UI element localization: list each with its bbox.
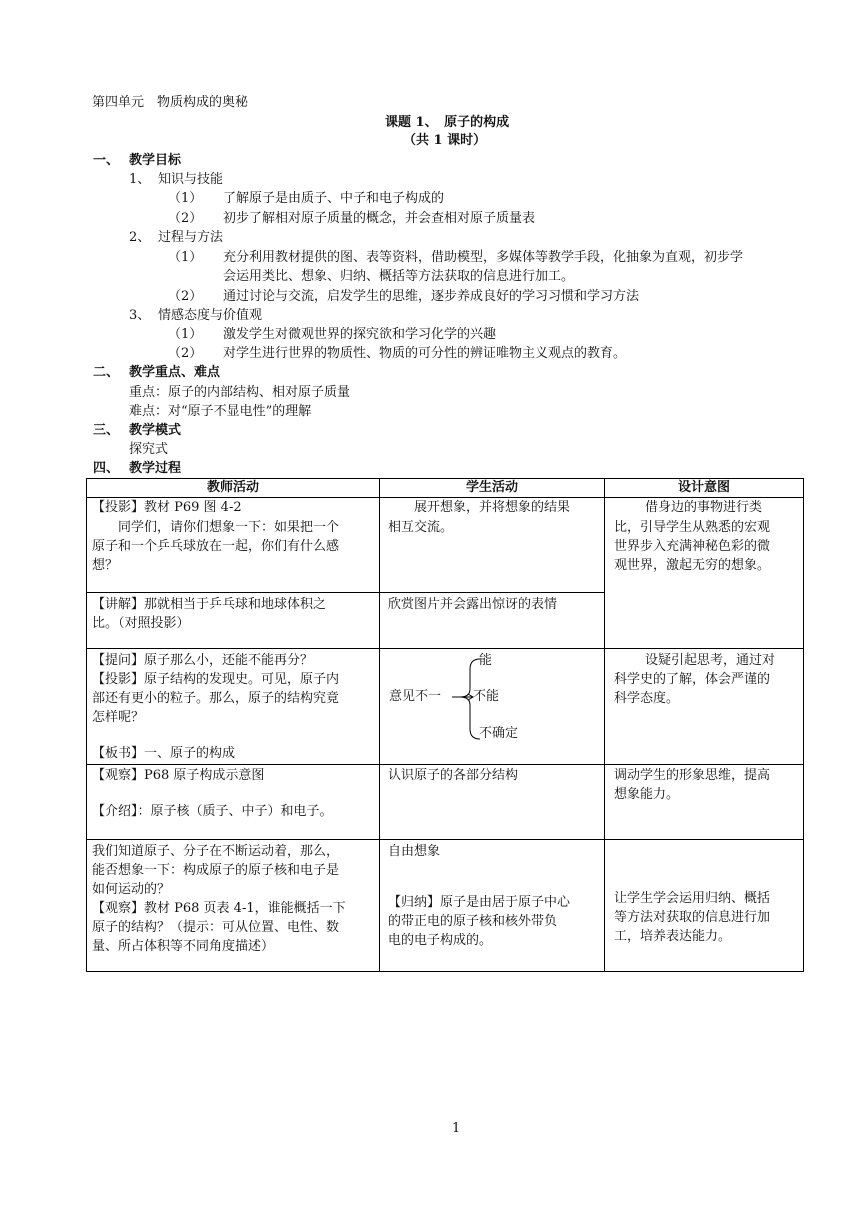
design-intent: 让学生学会运用归纳、概括 — [614, 891, 771, 906]
subsection-heading: 过程与方法 — [158, 230, 224, 245]
teacher-activity: 怎样呢？ — [92, 710, 145, 725]
teacher-activity: 【投影】教材 P69 图 4-2 — [92, 500, 242, 515]
difficult-point: 难点：对“原子不显电性”的理解 — [129, 404, 312, 419]
teacher-activity: 【讲解】那就相当于乒乓球和地球体积之 — [92, 597, 327, 612]
item-text: 对学生进行世界的物质性、物质的可分性的辨证唯物主义观点的教育。 — [223, 346, 627, 361]
design-intent: 工，培养表达能力。 — [614, 929, 732, 944]
item-text: 初步了解相对原子质量的概念，并会查相对原子质量表 — [223, 211, 536, 226]
page-number: 1 — [452, 1121, 461, 1136]
teacher-activity: 想？ — [92, 558, 119, 573]
unit-title: 第四单元 物质构成的奥秘 — [92, 95, 249, 110]
design-intent: 比，引导学生从熟悉的宏观 — [614, 520, 771, 535]
teacher-activity: 【提问】原子那么小，还能不能再分？ — [92, 653, 314, 668]
item-text: 会运用类比、想象、归纳、概括等方法获取的信息进行加工。 — [223, 269, 575, 284]
section-heading: 教学重点、难点 — [129, 365, 221, 380]
teacher-activity: 原子和一个乒乓球放在一起，你们有什么感 — [92, 539, 340, 554]
teacher-activity: 原子的结构？（提示：可从位置、电性、数 — [92, 920, 340, 935]
teacher-activity: 【介绍】：原子核（质子、中子）和电子。 — [92, 804, 333, 819]
table-border — [379, 478, 380, 972]
item-number: （2） — [168, 289, 203, 304]
opinion-option: 不能 — [473, 689, 500, 704]
section-number: 三、 — [93, 423, 120, 438]
table-border — [86, 478, 87, 972]
teacher-activity: 部还有更小的粒子。那么，原子的结构究竟 — [92, 691, 340, 706]
teaching-mode: 探究式 — [129, 442, 169, 457]
item-number: （1） — [168, 191, 203, 206]
item-text: 充分利用教材提供的图、表等资料，借助模型，多媒体等教学手段，化抽象为直观，初步学 — [223, 250, 744, 265]
table-border — [803, 478, 804, 972]
table-border — [86, 764, 804, 765]
item-number: （1） — [168, 250, 203, 265]
item-text: 通过讨论与交流，启发学生的思维，逐步养成良好的学习习惯和学习方法 — [223, 289, 640, 304]
design-intent: 观世界，激起无穷的想象。 — [614, 558, 771, 573]
design-intent: 世界步入充满神秘色彩的微 — [614, 539, 771, 554]
student-activity: 相互交流。 — [388, 520, 454, 535]
student-activity: 欣赏图片并会露出惊讶的表情 — [388, 597, 558, 612]
design-intent: 设疑引起思考，通过对 — [645, 653, 776, 668]
design-intent: 借身边的事物进行类 — [645, 500, 763, 515]
section-number: 一、 — [93, 153, 120, 168]
student-activity-label: 意见不一 — [389, 689, 442, 704]
section-number: 二、 — [93, 365, 120, 380]
table-border — [86, 839, 804, 840]
subsection-heading: 知识与技能 — [158, 172, 224, 187]
student-activity: 自由想象 — [388, 844, 441, 859]
student-activity: 的带正电的原子核和核外带负 — [388, 914, 558, 929]
subsection-number: 2、 — [129, 230, 151, 245]
section-heading: 教学目标 — [129, 153, 182, 168]
table-border — [86, 648, 804, 649]
student-activity: 【归纳】原子是由居于原子中心 — [388, 895, 571, 910]
design-intent: 想象能力。 — [614, 787, 680, 802]
section-number: 四、 — [93, 461, 120, 476]
teacher-activity: 【观察】教材 P68 页表 4-1，谁能概括一下 — [92, 901, 346, 916]
subsection-heading: 情感态度与价值观 — [158, 308, 263, 323]
column-header: 设计意图 — [677, 480, 730, 495]
teacher-activity: 我们知道原子、分子在不断运动着，那么， — [92, 844, 340, 859]
item-text: 了解原子是由质子、中子和电子构成的 — [223, 191, 445, 206]
key-point: 重点：原子的内部结构、相对原子质量 — [129, 385, 351, 400]
section-heading: 教学过程 — [129, 461, 182, 476]
design-intent: 等方法对获取的信息进行加 — [614, 910, 771, 925]
teacher-activity: 同学们，请你们想象一下：如果把一个 — [118, 520, 340, 535]
design-intent: 科学态度。 — [614, 691, 680, 706]
subsection-number: 1、 — [129, 172, 151, 187]
teacher-activity: 量、所占体积等不同角度描述） — [92, 939, 275, 954]
teacher-activity: 能否想象一下：构成原子的原子核和电子是 — [92, 863, 340, 878]
teacher-activity: 【观察】P68 原子构成示意图 — [92, 768, 265, 783]
student-activity: 认识原子的各部分结构 — [388, 768, 519, 783]
teacher-activity: 如何运动的？ — [92, 882, 171, 897]
lesson-title: 课题 1、 原子的构成 — [385, 115, 510, 130]
teacher-activity: 【投影】原子结构的发现史。可见，原子内 — [92, 672, 340, 687]
table-border — [86, 592, 605, 593]
table-border — [604, 478, 605, 972]
column-header: 学生活动 — [465, 480, 518, 495]
item-number: （1） — [168, 327, 203, 342]
student-activity: 展开想象，并将想象的结果 — [414, 500, 571, 515]
column-header: 教师活动 — [206, 480, 259, 495]
teacher-activity: 比。（对照投影） — [92, 616, 190, 631]
lesson-hours: （共 1 课时） — [403, 133, 487, 148]
item-number: （2） — [168, 211, 203, 226]
item-text: 激发学生对微观世界的探究欲和学习化学的兴趣 — [223, 327, 497, 342]
table-border — [86, 971, 804, 972]
design-intent: 科学史的了解，体会严谨的 — [614, 672, 771, 687]
teacher-activity: 【板书】一、原子的构成 — [92, 746, 236, 761]
subsection-number: 3、 — [129, 308, 151, 323]
student-activity: 电的电子构成的。 — [388, 933, 493, 948]
table-border — [86, 497, 804, 498]
section-heading: 教学模式 — [129, 423, 182, 438]
opinion-option: 不确定 — [479, 726, 519, 741]
design-intent: 调动学生的形象思维，提高 — [614, 768, 771, 783]
item-number: （2） — [168, 346, 203, 361]
opinion-option: 能 — [479, 653, 493, 668]
